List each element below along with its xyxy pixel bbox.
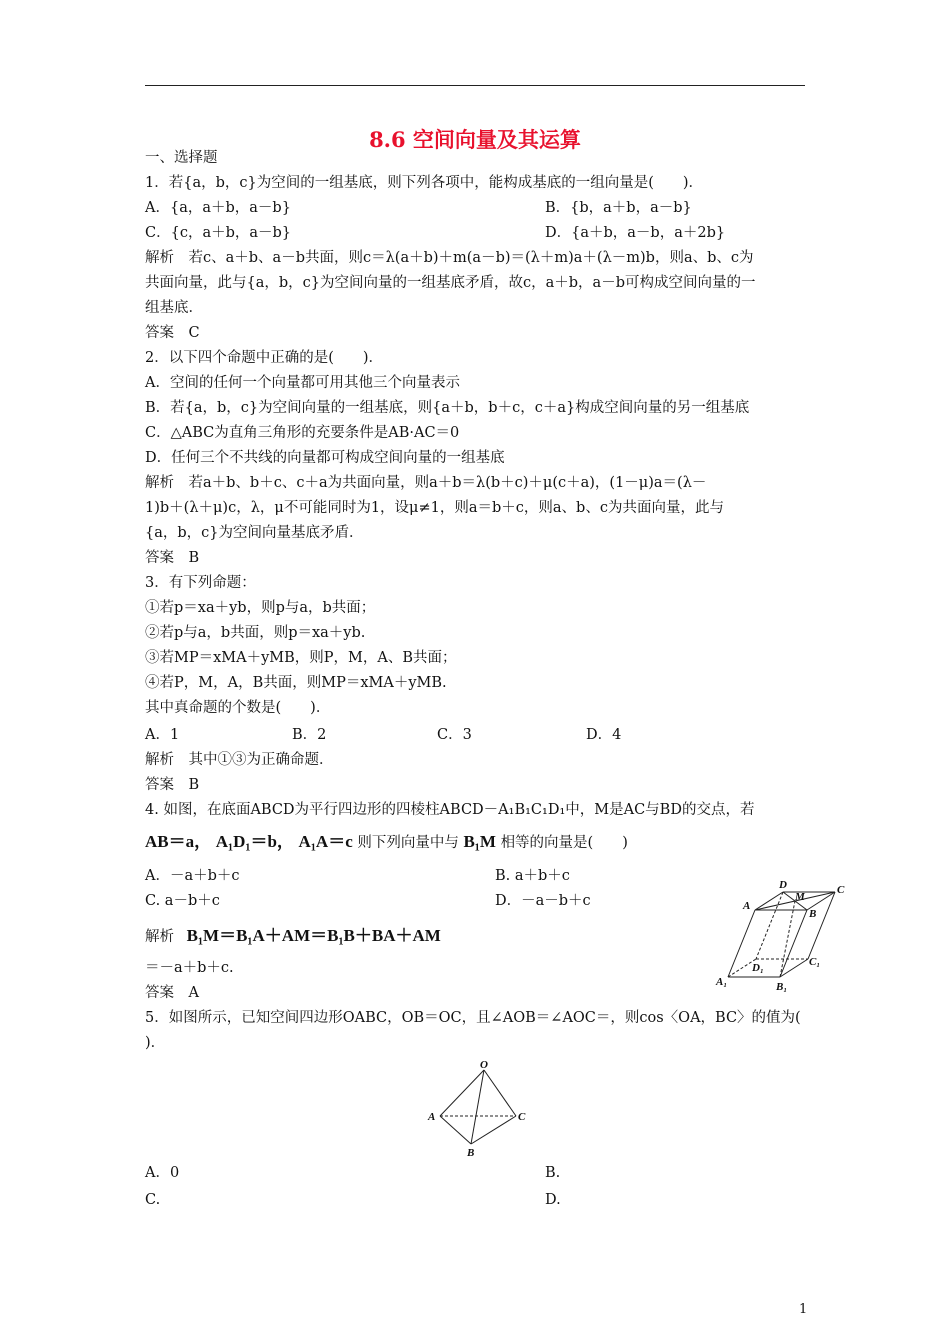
q1-analysis-line2: 共面向量，此与{a，b，c}为空间向量的一组基底矛盾，故c，a＋b，a－b可构成空间向量的一 <box>145 275 756 291</box>
tetra-label-b: B <box>467 1147 475 1159</box>
tetrahedron-figure <box>420 1058 535 1160</box>
q4-analysis-result: ＝－a＋b＋c. <box>145 960 234 976</box>
prism-label-d1: D₁ <box>752 962 764 974</box>
q2-option-c: C．△ABC为直角三角形的充要条件是AB·AC＝0 <box>145 425 460 441</box>
prism-label-c1: C₁ <box>809 956 821 968</box>
q2-stem: 2．以下四个命题中正确的是( )． <box>145 350 384 366</box>
q1-option-d: D．{a＋b，a－b，a＋2b} <box>545 225 726 241</box>
page-number: 1 <box>799 1302 808 1317</box>
prism-edge <box>780 910 807 977</box>
q3-proposition-1: ①若p＝xa＋yb，则p与a，b共面； <box>145 600 376 616</box>
prism-label-b1: B₁ <box>776 981 788 993</box>
prism-label-d: D <box>779 879 787 891</box>
q1-option-b: B．{b，a＋b，a－b} <box>545 200 692 216</box>
q4-stem: 4. 如图，在底面ABCD为平行四边形的四棱柱ABCD－A₁B₁C₁D₁中，M是AC与BD的交点，若 <box>145 802 755 818</box>
q5-stem-line1: 5．如图所示，已知空间四边形OABC，OB＝OC，且∠AOB＝∠AOC＝，则cos〈OA，BC〉的值为( <box>145 1010 801 1026</box>
q1-analysis-line1: 解析 若c、a＋b、a－b共面，则c＝λ(a＋b)＋m(a－b)＝(λ＋m)a＋(λ－m)b，则a、b、c为 <box>145 250 754 266</box>
page-title: 8.6 空间向量及其运算 <box>369 127 581 152</box>
q4-cond-ab: AB＝a， <box>145 832 212 851</box>
header-rule <box>145 85 805 86</box>
prism-edge <box>808 892 835 959</box>
q4-cond-text: 则下列向量中与 <box>357 835 459 851</box>
q4-answer: 答案 A <box>145 985 199 1001</box>
q5-stem-line2: )． <box>145 1035 166 1051</box>
q2-analysis-line1: 解析 若a＋b、b＋c、c＋a为共面向量，则a＋b＝λ(b＋c)＋μ(c＋a)，(1－μ)a＝(λ－ <box>145 475 707 491</box>
tetra-label-a: A <box>428 1111 436 1123</box>
prism-edge <box>728 910 755 977</box>
q3-proposition-4: ④若P，M，A，B共面，则MP＝xMA＋yMB. <box>145 675 447 691</box>
q4-cond-a1d1: A₁D₁＝b， <box>215 832 294 851</box>
tetra-edge <box>484 1070 516 1116</box>
q5-option-b: B. <box>545 1165 561 1181</box>
q4-option-a: A．－a＋b＋c <box>145 868 240 884</box>
q3-option-b: B．2 <box>292 727 327 743</box>
q4-analysis-label: 解析 <box>145 929 174 945</box>
prism-edge <box>780 959 808 977</box>
q4-cond-a1a: A₁A＝c <box>298 832 353 851</box>
q1-answer: 答案 C <box>145 325 200 341</box>
prism-figure <box>700 872 860 998</box>
prism-label-m: M <box>795 891 805 903</box>
q4-analysis-formula: B₁M＝B₁A＋AM＝B₁B＋BA＋AM <box>186 926 441 945</box>
prism-label-c: C <box>837 884 845 896</box>
q4-condition <box>145 832 628 853</box>
q3-option-a: A．1 <box>145 727 180 743</box>
q4-option-c: C. a－b＋c <box>145 893 220 909</box>
q4-analysis <box>145 926 441 947</box>
q2-option-d: D．任何三个不共线的向量都可构成空间向量的一组基底 <box>145 450 505 466</box>
prism-label-a: A <box>743 900 751 912</box>
q3-ask: 其中真命题的个数是( )． <box>145 700 331 716</box>
prism-hidden-edge <box>780 901 795 977</box>
q2-option-b: B．若{a，b，c}为空间向量的一组基底，则{a＋b，b＋c，c＋a}构成空间向量的另一组基底 <box>145 400 750 416</box>
q2-answer: 答案 B <box>145 550 200 566</box>
q3-proposition-2: ②若p与a，b共面，则p＝xa＋yb. <box>145 625 366 641</box>
q4-option-d: D．－a－b＋c <box>495 893 591 909</box>
tetra-edge <box>440 1116 471 1144</box>
tetra-label-o: O <box>480 1059 488 1071</box>
q5-option-a: A．0 <box>145 1165 180 1181</box>
q1-option-a: A．{a，a＋b，a－b} <box>145 200 291 216</box>
q5-option-c: C. <box>145 1192 161 1208</box>
prism-label-b: B <box>809 908 817 920</box>
tetra-edge <box>471 1116 516 1144</box>
q3-option-c: C．3 <box>437 727 472 743</box>
q5-option-d: D. <box>545 1192 561 1208</box>
q1-stem: 1．若{a，b，c}为空间的一组基底，则下列各项中，能构成基底的一组向量是( )． <box>145 175 704 191</box>
q4-option-b: B. a＋b＋c <box>495 868 570 884</box>
q1-analysis-line3: 组基底． <box>145 300 203 316</box>
q1-option-c: C．{c，a＋b，a－b} <box>145 225 292 241</box>
prism-label-a1: A₁ <box>716 976 728 988</box>
q4-cond-b1m: B₁M <box>463 832 496 851</box>
q3-proposition-3: ③若MP＝xMA＋yMB，则P，M，A、B共面； <box>145 650 457 666</box>
q2-analysis-line3: {a，b，c}为空间向量基底矛盾． <box>145 525 364 541</box>
q3-option-d: D．4 <box>586 727 622 743</box>
tetra-label-c: C <box>518 1111 526 1123</box>
q2-option-a: A．空间的任何一个向量都可用其他三个向量表示 <box>145 375 460 391</box>
q3-analysis: 解析 其中①③为正确命题． <box>145 752 334 768</box>
q3-answer: 答案 B <box>145 777 200 793</box>
q2-analysis-line2: 1)b＋(λ＋μ)c，λ，μ不可能同时为1，设μ≠1，则a＝b＋c，则a、b、c为共面向量，此与 <box>145 500 724 516</box>
prism-hidden-edge <box>756 892 783 959</box>
q4-cond-tail: 相等的向量是( ) <box>500 835 628 851</box>
section-heading: 一、选择题 <box>145 150 218 166</box>
q3-stem: 3．有下列命题： <box>145 575 256 591</box>
